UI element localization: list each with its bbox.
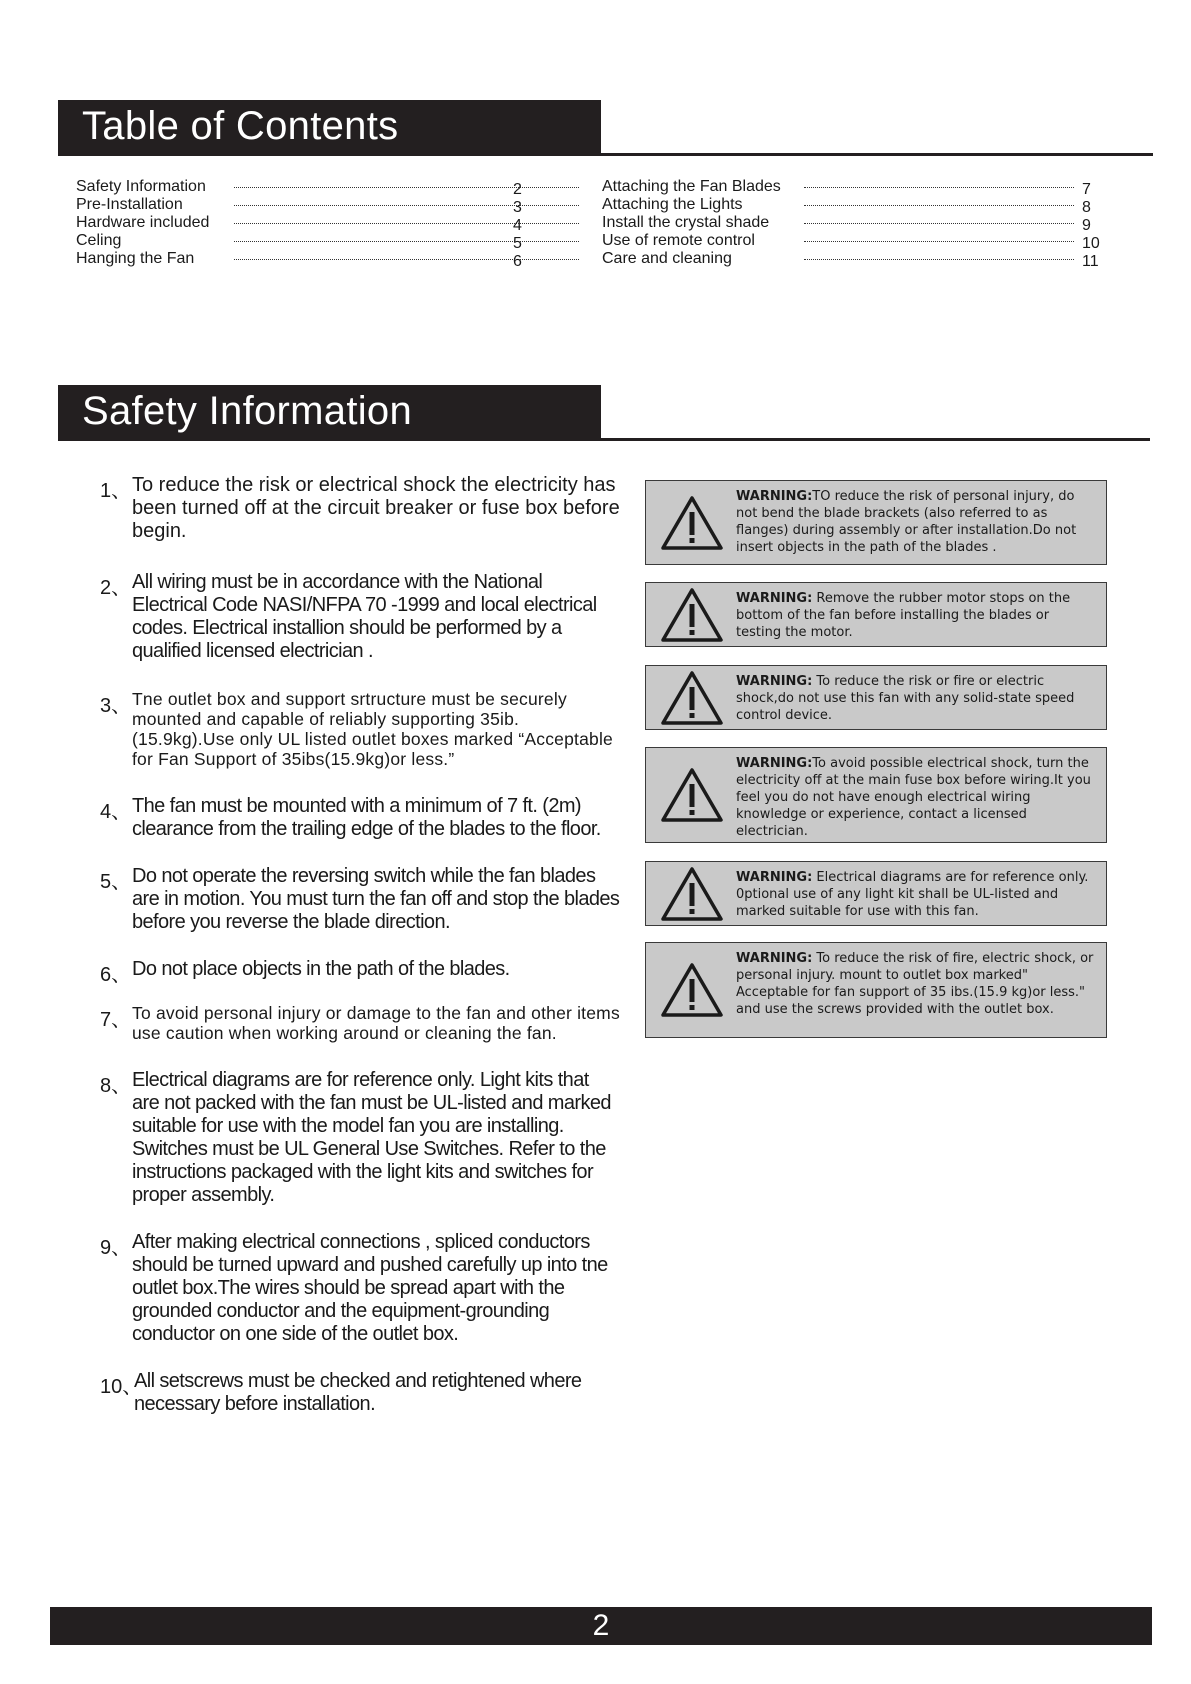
safety-item-number: 3、 <box>100 695 132 717</box>
toc-entry-label: Pre-Installation <box>76 196 183 213</box>
warning-text <box>736 590 1098 641</box>
safety-item-number: 2、 <box>100 577 132 599</box>
toc-entry-page: 2 <box>513 181 522 198</box>
toc-entry[interactable] <box>76 232 576 250</box>
safety-title: Safety Information <box>82 389 413 433</box>
safety-item-number: 5、 <box>100 871 132 893</box>
safety-item-number: 7、 <box>100 1009 132 1031</box>
toc-entry-label: Attaching the Lights <box>602 196 743 213</box>
safety-item-text: Tne outlet box and support srtructure must be securely mounted and capable of reliably supporting 35ib.(15.9kg).Use only UL listed outlet boxes marked “Acceptable for Fan Support of 35ibs(15.9kg)or less.” <box>132 689 613 769</box>
safety-item-number: 1、 <box>100 480 132 502</box>
warning-triangle-icon <box>660 866 724 922</box>
warning-triangle-icon <box>660 962 724 1018</box>
safety-item-text: Do not place objects in the path of the blades. <box>132 958 510 980</box>
safety-item-text: Do not operate the reversing switch while the fan blades are in motion. You must turn the fan off and stop the blades before you reverse the blade direction. <box>132 865 620 933</box>
toc-entry-label: Install the crystal shade <box>602 214 770 231</box>
toc-entry-page: 8 <box>1082 199 1091 216</box>
toc-entry-page: 10 <box>1082 235 1100 252</box>
safety-item-text: After making electrical connections , spliced conductors should be turned upward and pushed carefully up into tne outlet box.The wires should be spread apart with the grounded conductor and the equipment-grounding conductor on one side of the outlet box. <box>132 1231 608 1345</box>
warning-body: Electrical diagrams are for reference only. 0ptional use of any light kit shall be UL-listed and marked suitable for use with this fan. <box>736 870 1089 919</box>
warning-box <box>645 582 1107 647</box>
toc-entry-page: 4 <box>513 217 522 234</box>
safety-item <box>100 795 620 841</box>
toc-leader-dots <box>804 187 1074 188</box>
toc-entry[interactable] <box>76 250 576 268</box>
toc-leader-dots <box>234 259 579 260</box>
toc-title: Table of Contents <box>82 104 399 148</box>
toc-entry-label: Hanging the Fan <box>76 250 195 267</box>
warning-triangle-icon <box>660 495 724 551</box>
safety-item-text: To reduce the risk or electrical shock the electricity has been turned off at the circuit breaker or fuse box before begin. <box>132 474 620 542</box>
toc-leader-dots <box>804 259 1074 260</box>
safety-item-text: All setscrews must be checked and retightened where necessary before installation. <box>134 1370 582 1415</box>
toc-entry-label: Safety Information <box>76 178 206 195</box>
warning-body: TO reduce the risk of personal injury, do not bend the blade brackets (also referred to as flanges) during assembly or after installation.Do not insert objects in the path of the blades . <box>736 489 1077 555</box>
warning-label: WARNING: <box>736 756 813 771</box>
warning-text <box>736 673 1098 724</box>
toc-entry-page: 11 <box>1082 253 1099 270</box>
safety-header-bar <box>58 385 601 441</box>
warning-triangle-icon <box>660 670 724 726</box>
warning-body: To reduce the risk of fire, electric shock, or personal injury. mount to outlet box marked" Acceptable for fan support of 35 ibs.(15.9 kg)or less." and use the screws provided with the outlet box. <box>736 951 1094 1017</box>
safety-item-number: 10、 <box>100 1376 143 1398</box>
safety-item <box>100 958 620 986</box>
toc-leader-dots <box>234 187 579 188</box>
toc-leader-dots <box>804 205 1074 206</box>
warning-label: WARNING: <box>736 489 813 504</box>
safety-item-text: Electrical diagrams are for reference only. Light kits that are not packed with the fan must be UL-listed and marked suitable for use with the model fan you are installing. Switches must be UL General Use Switches. Refer to the instructions packaged with the light kits and switches for proper assembly. <box>132 1069 611 1206</box>
toc-entry-page: 6 <box>513 253 522 270</box>
toc-entry-page: 7 <box>1082 181 1091 198</box>
warning-triangle-icon <box>660 767 724 823</box>
safety-item-number: 8、 <box>100 1075 132 1097</box>
warning-label: WARNING: <box>736 870 813 885</box>
warning-label: WARNING: <box>736 674 813 689</box>
toc-entry-label: Hardware included <box>76 214 210 231</box>
safety-list <box>100 474 620 1438</box>
toc-entry-page: 5 <box>513 235 522 252</box>
safety-item <box>100 1003 620 1043</box>
toc-underline <box>58 153 1153 156</box>
safety-item-text: All wiring must be in accordance with the National Electrical Code NASI/NFPA 70 -1999 and local electrical codes. Electrical installion should be performed by a qualified licensed electrician . <box>132 571 597 662</box>
warning-label: WARNING: <box>736 951 813 966</box>
toc-entry-page: 3 <box>513 199 522 216</box>
warning-box <box>645 480 1107 565</box>
toc-entry[interactable] <box>602 214 1102 232</box>
toc-entry[interactable] <box>76 178 576 196</box>
toc-entry[interactable] <box>602 196 1102 214</box>
warning-box <box>645 942 1107 1038</box>
safety-item <box>100 1231 620 1346</box>
footer-bar <box>50 1607 1152 1645</box>
warning-box <box>645 665 1107 730</box>
warning-label: WARNING: <box>736 591 813 606</box>
warning-text <box>736 488 1098 556</box>
safety-underline <box>58 438 1150 441</box>
safety-item <box>100 865 620 934</box>
safety-item-text: The fan must be mounted with a minimum of 7 ft. (2m) clearance from the trailing edge of the blades to the floor. <box>132 795 601 840</box>
warning-text <box>736 869 1098 920</box>
warning-body: To avoid possible electrical shock, turn the electricity off at the main fuse box before wiring.It you feel you do not have enough electrical wiring knowledge or experience, contact a licensed electrician. <box>736 756 1091 839</box>
warning-body: To reduce the risk or fire or electric shock,do not use this fan with any solid-state speed control device. <box>736 674 1075 723</box>
warning-box <box>645 747 1107 843</box>
warning-text <box>736 950 1098 1018</box>
toc-entry[interactable] <box>602 232 1102 250</box>
safety-item <box>100 571 620 663</box>
toc-leader-dots <box>234 223 579 224</box>
warning-triangle-icon <box>660 587 724 643</box>
toc-header-bar <box>58 100 601 156</box>
toc-left-column <box>76 178 576 268</box>
toc-entry[interactable] <box>76 214 576 232</box>
toc-leader-dots <box>234 205 579 206</box>
toc-leader-dots <box>804 241 1074 242</box>
safety-item-number: 6、 <box>100 964 132 986</box>
safety-item-number: 4、 <box>100 801 132 823</box>
warning-box <box>645 861 1107 926</box>
page-number: 2 <box>592 1609 610 1642</box>
toc-right-column <box>602 178 1102 268</box>
safety-item-text: To avoid personal injury or damage to the fan and other items use caution when working around or cleaning the fan. <box>132 1003 620 1043</box>
safety-item <box>100 474 620 543</box>
safety-item <box>100 1069 620 1207</box>
toc-entry[interactable] <box>602 250 1102 268</box>
toc-entry-label: Celing <box>76 232 122 249</box>
toc-entry[interactable] <box>602 178 1102 196</box>
toc-entry[interactable] <box>76 196 576 214</box>
safety-item <box>100 689 620 769</box>
toc-leader-dots <box>234 241 579 242</box>
toc-entry-label: Care and cleaning <box>602 250 732 267</box>
warning-text <box>736 755 1098 840</box>
safety-item <box>100 1370 620 1416</box>
toc-entry-label: Attaching the Fan Blades <box>602 178 781 195</box>
toc-leader-dots <box>804 223 1074 224</box>
toc-entry-page: 9 <box>1082 217 1091 234</box>
safety-item-number: 9、 <box>100 1237 132 1259</box>
warning-body: Remove the rubber motor stops on the bottom of the fan before installing the blades or testing the motor. <box>736 591 1071 640</box>
toc-entry-label: Use of remote control <box>602 232 755 249</box>
